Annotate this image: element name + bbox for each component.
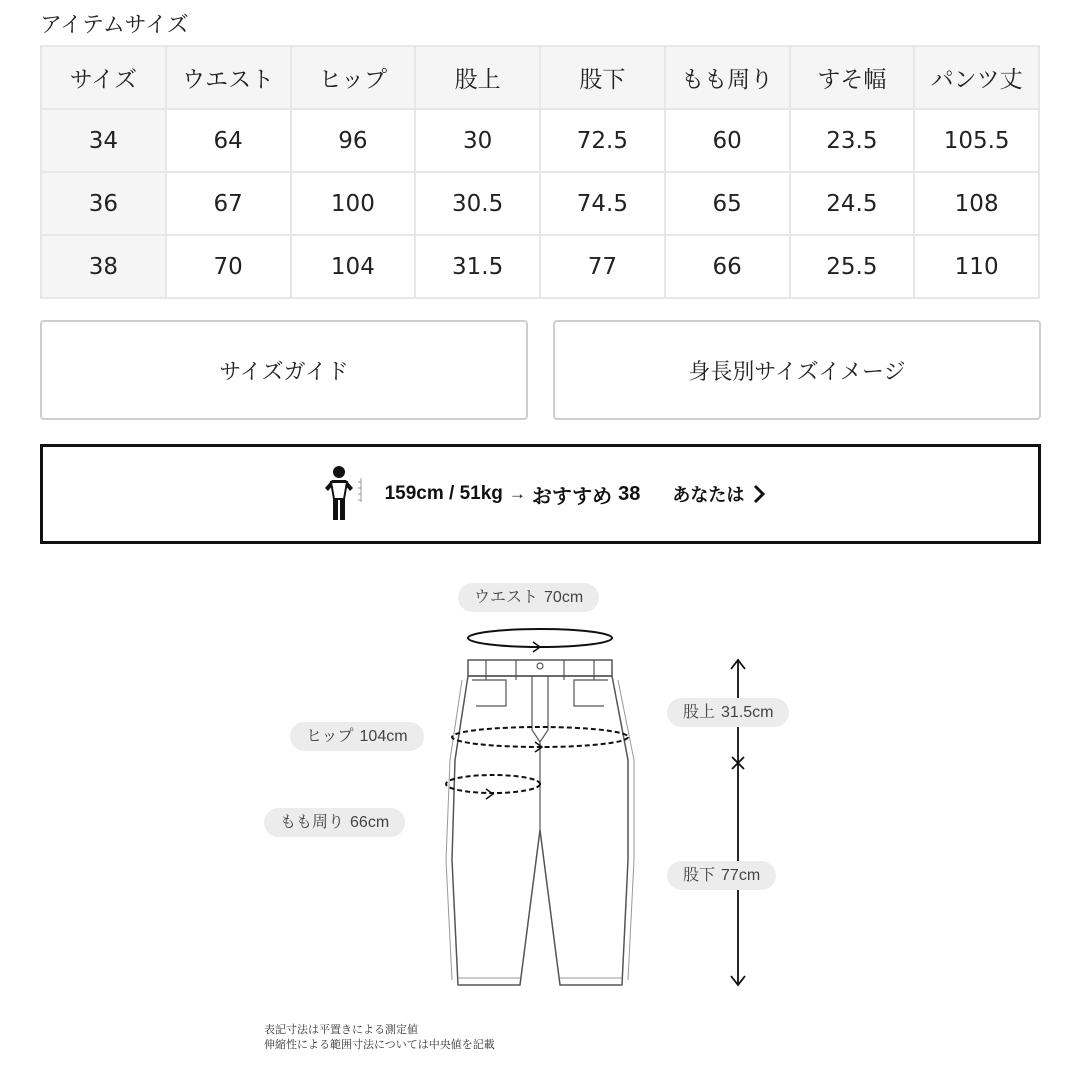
- table-cell: 25.5: [790, 235, 915, 298]
- arrow-icon: →: [508, 484, 526, 503]
- table-row: [41, 235, 1039, 298]
- table-cell: 96: [291, 109, 416, 172]
- person-icon: [315, 464, 375, 524]
- note-line: 表記寸法は平置きによる測定値: [264, 1023, 418, 1036]
- table-cell: 38: [41, 235, 166, 298]
- header-rise: 股上: [415, 46, 540, 109]
- size-guide-button[interactable]: [40, 320, 528, 420]
- table-cell: 65: [665, 172, 790, 235]
- table-cell: 30: [415, 109, 540, 172]
- table-cell: 64: [166, 109, 291, 172]
- table-cell: 23.5: [790, 109, 915, 172]
- pants-illustration: [0, 560, 1080, 1010]
- note-line: 伸縮性による範囲寸法については中央値を記載: [264, 1038, 495, 1051]
- rise-label: 股上 31.5cm: [667, 698, 789, 727]
- thigh-label: もも周り 66cm: [264, 808, 405, 837]
- table-cell: 36: [41, 172, 166, 235]
- table-header-row: [41, 46, 1039, 109]
- table-row: [41, 109, 1039, 172]
- header-inseam: 股下: [540, 46, 665, 109]
- hip-label: ヒップ 104cm: [290, 722, 424, 751]
- table-cell: 108: [914, 172, 1039, 235]
- table-cell: 67: [166, 172, 291, 235]
- height-size-image-button[interactable]: [553, 320, 1041, 420]
- table-cell: 77: [540, 235, 665, 298]
- recommend-label: おすすめ: [531, 485, 613, 508]
- you-link[interactable]: あなたは: [672, 485, 745, 505]
- table-cell: 100: [291, 172, 416, 235]
- table-cell: 31.5: [415, 235, 540, 298]
- table-cell: 110: [914, 235, 1039, 298]
- inseam-label: 股下 77cm: [667, 861, 776, 890]
- body-stats: 159cm / 51kg: [384, 483, 503, 504]
- table-cell: 105.5: [914, 109, 1039, 172]
- table-cell: 70: [166, 235, 291, 298]
- size-guide-label: サイズガイド: [219, 359, 349, 385]
- header-size: サイズ: [41, 46, 166, 109]
- table-cell: 72.5: [540, 109, 665, 172]
- table-cell: 66: [665, 235, 790, 298]
- table-cell: 34: [41, 109, 166, 172]
- waist-label: ウエスト 70cm: [458, 583, 599, 612]
- table-cell: 74.5: [540, 172, 665, 235]
- height-size-image-label: 身長別サイズイメージ: [688, 359, 906, 385]
- chevron-right-icon: [752, 484, 766, 504]
- table-cell: 60: [665, 109, 790, 172]
- measurement-notes: [264, 1022, 495, 1052]
- table-row: [41, 172, 1039, 235]
- recommended-size: 38: [618, 482, 641, 505]
- size-recommendation-banner[interactable]: [40, 444, 1041, 544]
- table-cell: 30.5: [415, 172, 540, 235]
- measurement-diagram: [0, 560, 1080, 1010]
- table-cell: 104: [291, 235, 416, 298]
- header-waist: ウエスト: [166, 46, 291, 109]
- header-thigh: もも周り: [665, 46, 790, 109]
- size-table: [40, 45, 1040, 299]
- table-cell: 24.5: [790, 172, 915, 235]
- section-title: アイテムサイズ: [40, 13, 189, 38]
- header-pants-length: パンツ丈: [914, 46, 1039, 109]
- header-hem-width: すそ幅: [790, 46, 915, 109]
- header-hip: ヒップ: [291, 46, 416, 109]
